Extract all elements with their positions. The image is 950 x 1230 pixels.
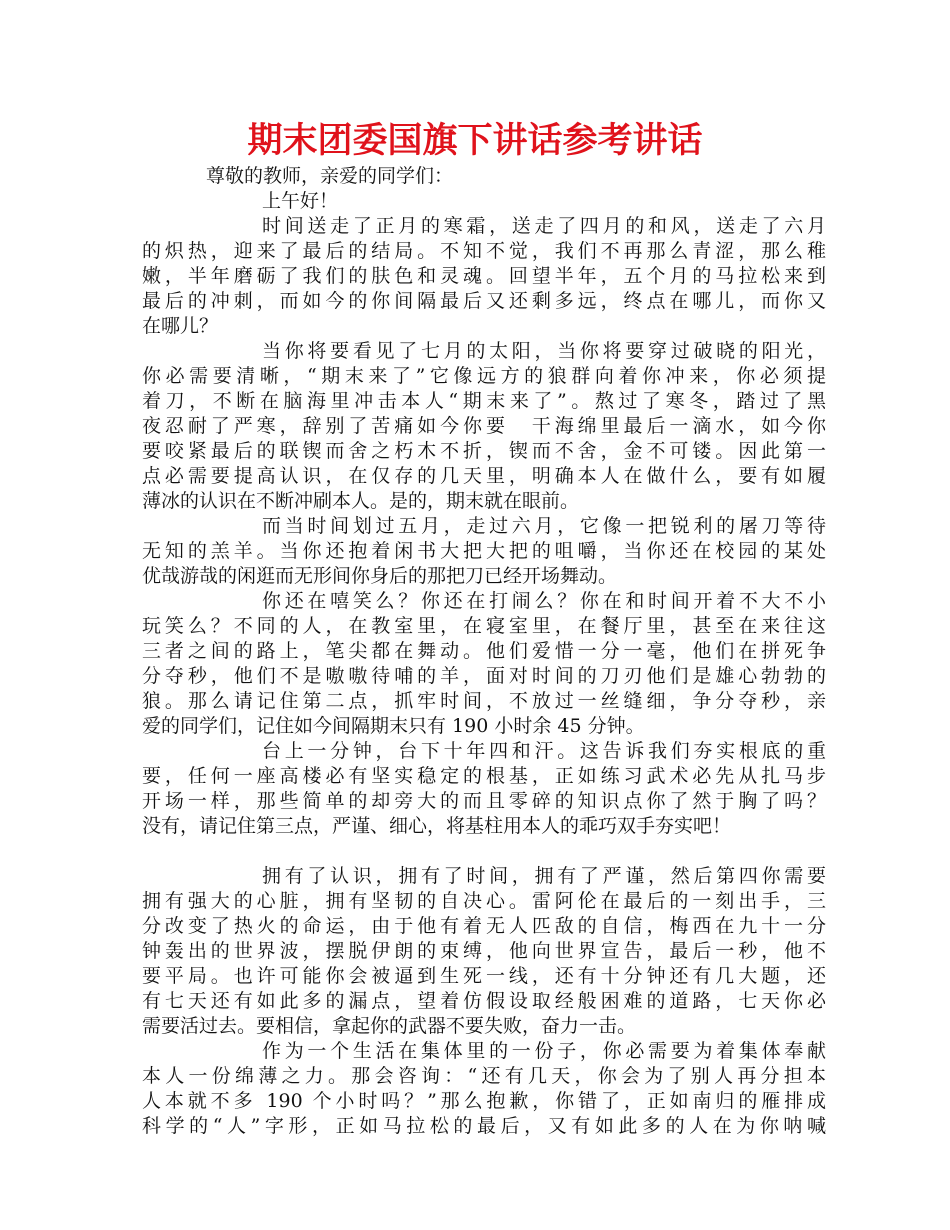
paragraph-2-line-1: 当你将要看见了七月的太阳，当你将要穿过破晓的阳光， [262, 340, 826, 362]
greeting: 上午好！ [262, 190, 339, 212]
paragraph-5-line-3: 开场一样，那些简单的却旁大的而且零碎的知识点你了然于胸了吗？ [142, 790, 826, 812]
paragraph-6-line-2: 拥有强大的心脏，拥有坚韧的自决心。雷阿伦在最后的一刻出手，三 [142, 890, 826, 912]
paragraph-4-line-4: 分夺秒，他们不是嗷嗷待哺的羊，面对时间的刀刃他们是雄心勃勃的 [142, 665, 826, 687]
paragraph-6-line-3: 分改变了热火的命运，由于他有着无人匹敌的自信，梅西在九十一分 [142, 915, 826, 937]
paragraph-4-line-1: 你还在嘻笑么？你还在打闹么？你在和时间开着不大不小 [262, 590, 826, 612]
paragraph-1-line-2: 的炽热，迎来了最后的结局。不知不觉，我们不再那么青涩，那么稚 [142, 240, 826, 262]
paragraph-3-line-1: 而当时间划过五月，走过六月，它像一把锐利的屠刀等待 [262, 515, 826, 537]
paragraph-4-line-3: 三者之间的路上，笔尖都在舞动。他们爱惜一分一毫，他们在拼死争 [142, 640, 826, 662]
paragraph-6-line-6: 有七天还有如此多的漏点，望着仿假设取经般困难的道路，七天你必 [142, 990, 826, 1012]
paragraph-1-line-1: 时间送走了正月的寒霜，送走了四月的和风，送走了六月 [262, 215, 826, 237]
paragraph-5-line-1: 台上一分钟，台下十年四和汗。这告诉我们夯实根底的重 [262, 740, 826, 762]
paragraph-1-line-4: 最后的冲刺，而如今的你间隔最后又还剩多远，终点在哪儿，而你又 [142, 290, 826, 312]
paragraph-6-line-5: 要平局。也许可能你会被逼到生死一线，还有十分钟还有几大题，还 [142, 965, 826, 987]
salutation: 尊敬的教师，亲爱的同学们： [206, 165, 454, 187]
paragraph-2-line-4: 夜忍耐了严寒，辞别了苦痛如今你要 干海绵里最后一滴水，如今你 [142, 415, 826, 437]
paragraph-2-line-3: 着刀，不断在脑海里冲击本人“期末来了”。熬过了寒冬，踏过了黑 [142, 390, 826, 412]
paragraph-6-line-1: 拥有了认识，拥有了时间，拥有了严谨，然后第四你需要 [262, 865, 826, 887]
paragraph-7-line-4: 科学的“人”字形，正如马拉松的最后，又有如此多的人在为你呐喊 [142, 1115, 826, 1137]
paragraph-4-line-2: 玩笑么？不同的人，在教室里，在寝室里，在餐厅里，甚至在来往这 [142, 615, 826, 637]
paragraph-1-line-3: 嫩，半年磨砺了我们的肤色和灵魂。回望半年，五个月的马拉松来到 [142, 265, 826, 287]
paragraph-1-line-5: 在哪儿？ [142, 315, 219, 337]
paragraph-5-line-2: 要，任何一座高楼必有坚实稳定的根基，正如练习武术必先从扎马步 [142, 765, 826, 787]
paragraph-7-line-3: 人本就不多 190 个小时吗？”那么抱歉，你错了，正如南归的雁排成 [142, 1090, 826, 1112]
paragraph-6-line-4: 钟轰出的世界波，摆脱伊朗的束缚，他向世界宣告，最后一秒，他不 [142, 940, 826, 962]
document-title: 期末团委国旗下讲话参考讲话 [247, 121, 703, 161]
paragraph-2-line-7: 薄冰的认识在不断冲刷本人。是的，期末就在眼前。 [142, 490, 580, 512]
paragraph-7-line-1: 作为一个生活在集体里的一份子，你必需要为着集体奉献 [262, 1040, 826, 1062]
paragraph-6-line-7: 需要活过去。要相信，拿起你的武器不要失败，奋力一击。 [142, 1015, 637, 1037]
paragraph-7-line-2: 本人一份绵薄之力。那会咨询：“还有几天，你会为了别人再分担本 [142, 1065, 826, 1087]
paragraph-2-line-6: 点必需要提高认识，在仅存的几天里，明确本人在做什么，要有如履 [142, 465, 826, 487]
blank-line [142, 839, 826, 864]
document-body [142, 164, 826, 1139]
paragraph-4-line-6: 爱的同学们，记住如今间隔期末只有 190 小时余 45 分钟。 [142, 715, 645, 737]
paragraph-3-line-2: 无知的羔羊。当你还抱着闲书大把大把的咀嚼，当你还在校园的某处 [142, 540, 826, 562]
paragraph-4-line-5: 狼。那么请记住第二点，抓牢时间，不放过一丝缝细，争分夺秒，亲 [142, 690, 826, 712]
paragraph-5-line-4: 没有，请记住第三点，严谨、细心，将基柱用本人的乖巧双手夯实吧！ [142, 815, 732, 837]
paragraph-2-line-5: 要咬紧最后的联锲而舍之朽木不折，锲而不舍，金不可镂。因此第一 [142, 440, 826, 462]
paragraph-2-line-2: 你必需要清晰，“期末来了”它像远方的狼群向着你冲来，你必须提 [142, 365, 826, 387]
paragraph-3-line-3: 优哉游哉的闲逛而无形间你身后的那把刀已经开场舞动。 [142, 565, 618, 587]
